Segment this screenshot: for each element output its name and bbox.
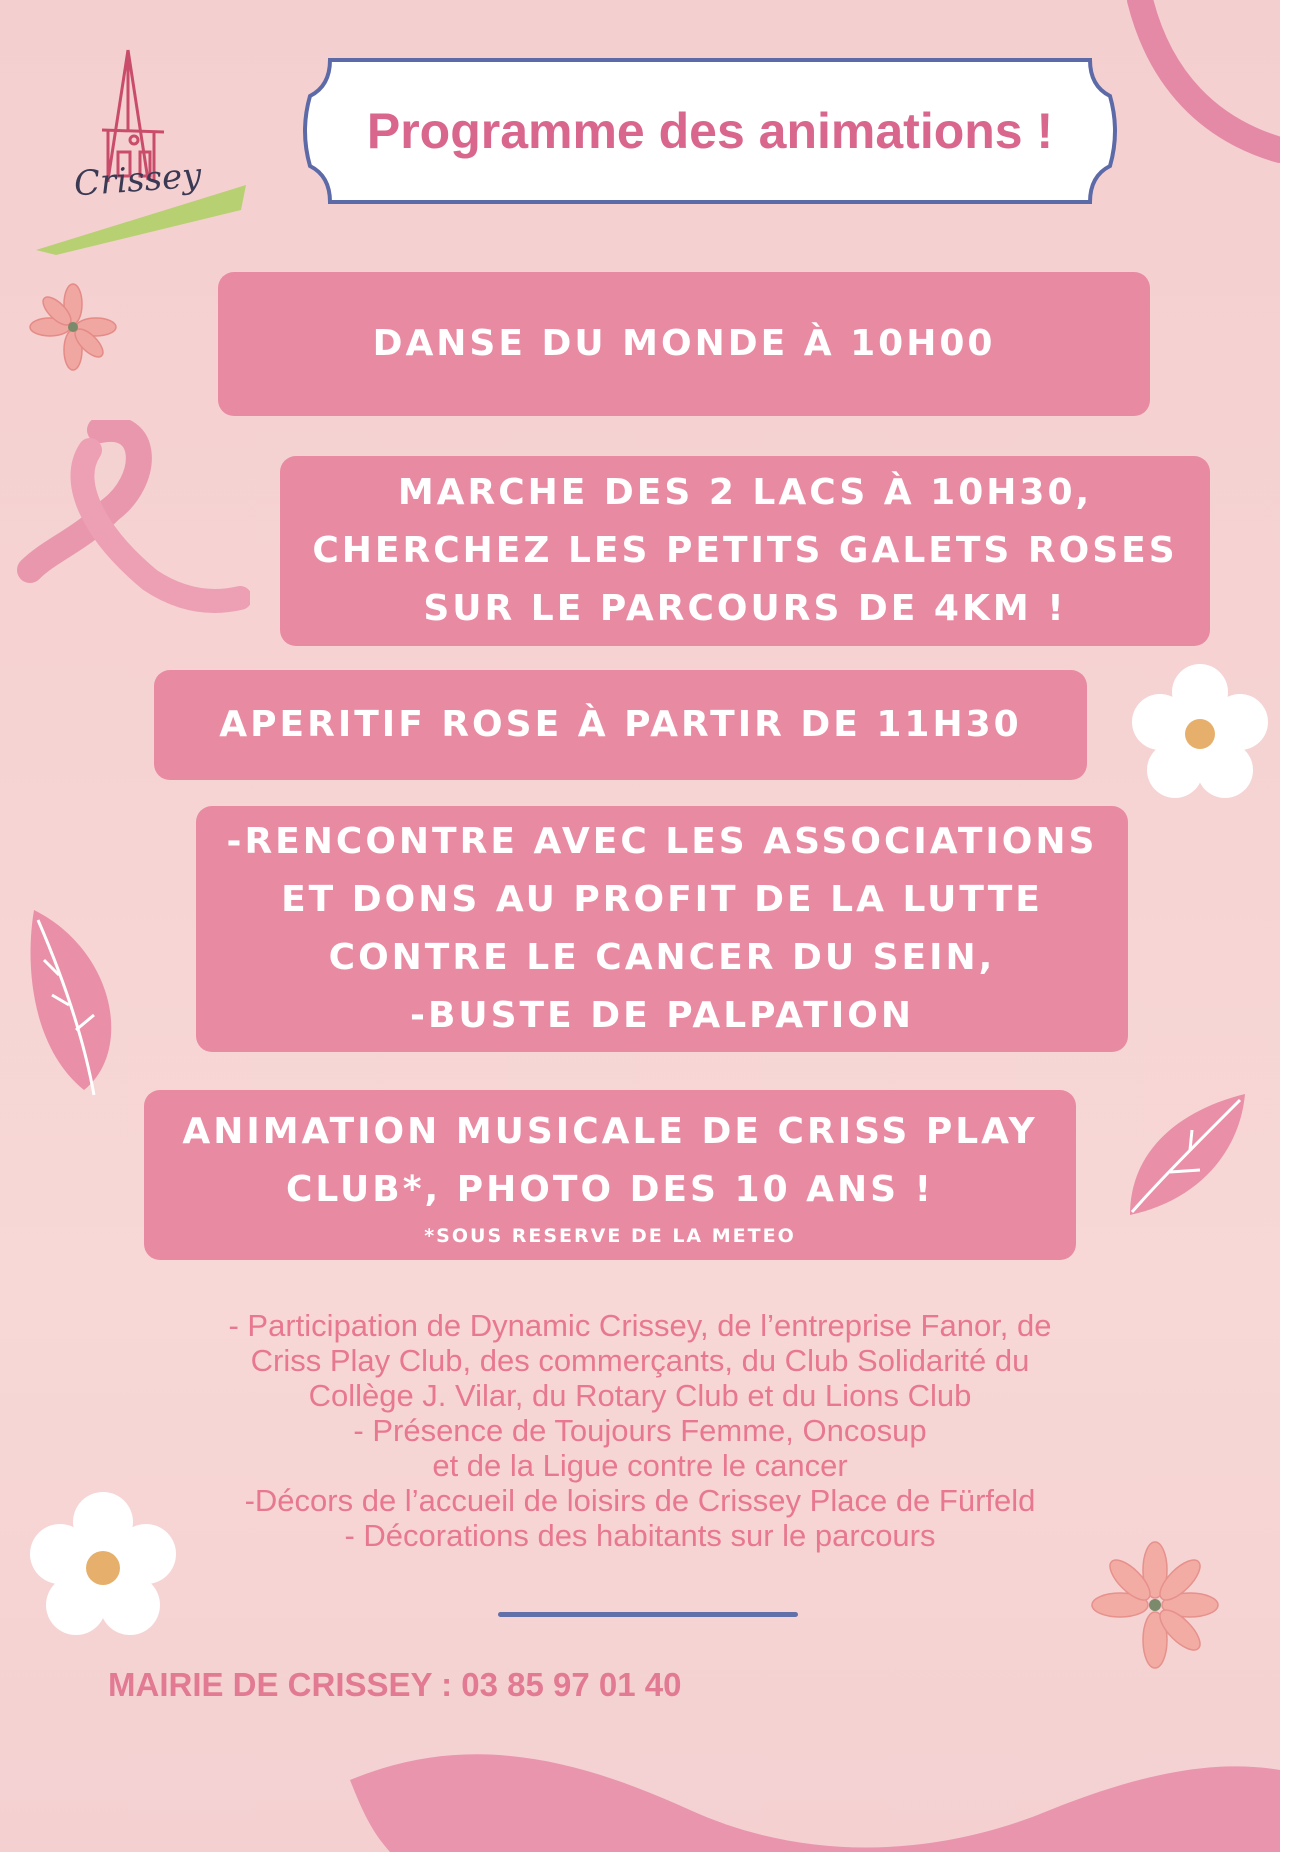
participants-line: -Décors de l’accueil de loisirs de Crissey Place de Fürfeld <box>244 1483 1036 1518</box>
program-line: -RENCONTRE AVEC LES ASSOCIATIONS <box>226 821 1098 862</box>
program-item-aperitif <box>154 670 1087 780</box>
participants-line: - Participation de Dynamic Crissey, de l’entreprise Fanor, de <box>228 1308 1052 1343</box>
program-item-music <box>144 1090 1076 1260</box>
flower-icon <box>1090 1540 1220 1670</box>
participants-text <box>140 1308 1140 1553</box>
weather-note: *SOUS RESERVE DE LA METEO <box>424 1225 796 1247</box>
program-line: DANSE DU MONDE À 10H00 <box>372 323 996 364</box>
flower-icon <box>1130 662 1270 802</box>
program-item-dance <box>218 272 1150 416</box>
program-line: CHERCHEZ LES PETITS GALETS ROSES <box>312 530 1178 571</box>
program-line: ET DONS AU PROFIT DE LA LUTTE <box>281 879 1043 920</box>
page-title: Programme des animations ! <box>366 103 1054 159</box>
program-line: -BUSTE DE PALPATION <box>410 995 914 1036</box>
church-logo-icon <box>36 40 256 260</box>
program-line: APERITIF ROSE À PARTIR DE 11H30 <box>219 704 1022 745</box>
divider <box>498 1612 798 1617</box>
program-line: CONTRE LE CANCER DU SEIN, <box>328 937 996 978</box>
program-line: ANIMATION MUSICALE DE CRISS PLAY <box>182 1111 1038 1152</box>
program-line: CLUB*, PHOTO DES 10 ANS ! <box>285 1169 935 1210</box>
contact-info: MAIRIE DE CRISSEY : 03 85 97 01 40 <box>108 1666 682 1703</box>
participants-line: et de la Ligue contre le cancer <box>432 1448 848 1483</box>
participants-line: - Décorations des habitants sur le parcours <box>344 1518 936 1553</box>
program-item-associations <box>196 806 1128 1052</box>
flower-icon <box>28 282 118 372</box>
participants-line: Collège J. Vilar, du Rotary Club et du Lions Club <box>308 1378 972 1413</box>
pink-arc-icon <box>1100 0 1280 180</box>
participants-line: - Présence de Toujours Femme, Oncosup <box>353 1413 927 1448</box>
leaf-icon <box>24 900 134 1100</box>
leaf-icon <box>1120 1090 1250 1220</box>
program-line: MARCHE DES 2 LACS À 10H30, <box>397 472 1093 513</box>
pink-ribbon-icon <box>10 420 250 620</box>
program-line: SUR LE PARCOURS DE 4KM ! <box>423 588 1067 629</box>
participants-line: Criss Play Club, des commerçants, du Club Solidarité du <box>250 1343 1030 1378</box>
wave-ribbon-icon <box>330 1720 1280 1852</box>
logo-text: Crissey <box>72 155 203 205</box>
program-item-walk <box>280 456 1210 646</box>
